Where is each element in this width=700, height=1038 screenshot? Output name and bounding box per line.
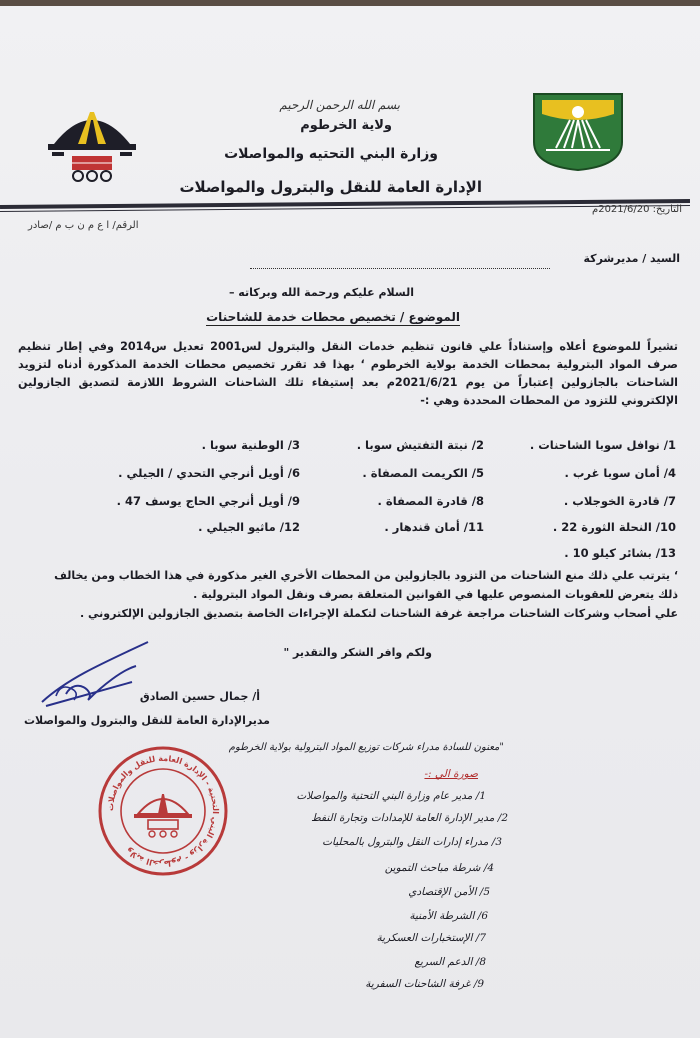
notice-line: ‘ يترتب علي ذلك منع الشاحنات من التزود بالجازولين من المحطات الأخري الغير مذكورة في هذا الخطاب ومن يخالف (54, 569, 678, 582)
station-item: 11/ أمان قندهار . (384, 520, 484, 534)
station-item: 3/ الوطنية سوبا . (201, 438, 300, 452)
copy-to-title: صورة الي :- (424, 768, 478, 780)
basmala: بسم الله الرحمن الرحيم (279, 98, 400, 112)
state-name: ولاية الخرطوم (300, 118, 392, 133)
signer-name: أ/ جمال حسين الصادق (139, 690, 260, 703)
copy-to-item: 4/ شرطة مباحث التموين (384, 862, 494, 874)
official-stamp-icon (96, 744, 230, 878)
subject-line: الموضوع / تخصيص محطات خدمة للشاحنات (206, 310, 460, 324)
notice-block (18, 566, 678, 623)
body-paragraph: تشيراً للموضوع أعلاه وإستناداً علي قانون تنظيم خدمات النقل والبترول لس2001 تعديل س2014 وفي إطار تنظيم صرف المواد البترولية بمحطات الخدمة بولاية الخرطوم ‘ بهذا قد تقرر تخصيص محطات الخدمة المذكورة أدناه لتزويد الشاحنات بالجازولين إعتباراً من يوم 2021/6/21م بعد إستيفاء تلك الشاحنات الشروط اللازمة لتصديق الجازولين الإلكتروني للتزود من المحطات المحددة وهي :- (18, 340, 678, 407)
station-item: 9/ أويل أنرجي الحاج يوسف 47 . (116, 494, 300, 508)
station-item: 10/ النحلة الثورة 22 . (552, 520, 676, 534)
copy-to-item: 5/ الأمن الإقتصادي (408, 886, 490, 898)
station-item: 8/ قادرة المصفاة . (377, 494, 484, 508)
copy-to-item: 8/ الدعم السريع (414, 956, 486, 968)
signer-title: مديرالإدارة العامة للنقل والبترول والمواصلات (24, 714, 270, 727)
copy-to-item: 3/ مدراء إدارات النقل والبترول بالمحليات (322, 836, 502, 848)
station-item: 1/ نوافل سوبا الشاحنات . (529, 438, 676, 452)
svg-text:ولاية الخرطوم - وزارة البني ال: ولاية الخرطوم - وزارة البني التحتية - الإدارة العامة للنقل والمواصلات (105, 753, 221, 869)
station-item: 13/ بشائر كيلو 10 . (564, 546, 676, 560)
transport-logo-icon (44, 104, 140, 186)
station-item: 6/ أويل أنرجي التحدي / الجيلي . (118, 466, 300, 480)
notice-line: ذلك يتعرض للعقوبات المنصوص عليها في القوانين المتعلقة بصرف ونقل المواد البترولية . (193, 588, 678, 601)
ministry-name: وزارة البني التحتيه والمواصلات (224, 146, 438, 162)
notice-line: علي أصحاب وشركات الشاحنات مراجعة غرفة الشاحنات لتكملة الإجراءات الخاصة بتصديق الجازولين الإلكتروني . (80, 607, 678, 620)
station-item: 5/ الكريمت المصفاة . (362, 466, 484, 480)
department-name: الإدارة العامة للنقل والبترول والمواصلات (179, 178, 482, 196)
letter-reference: الرقم/ ا ع م ن ب م /صادر (28, 220, 139, 231)
closing-thanks: ولكم وافر الشكر والتقدير " (283, 646, 432, 659)
signature-icon (36, 636, 156, 712)
greeting: السلام عليكم ورحمة الله وبركاته – (228, 286, 414, 299)
copy-to-item: 7/ الإستخبارات العسكرية (376, 932, 486, 944)
copy-to-item: 1/ مدير عام وزارة البني التحتية والمواصلات (296, 790, 486, 802)
addressees-line: "معنون للسادة مدراء شركات توزيع المواد البترولية بولاية الخرطوم (228, 742, 504, 753)
station-item: 4/ أمان سوبا غرب . (564, 466, 676, 480)
copy-to-item: 6/ الشرطة الأمنية (409, 910, 488, 922)
letter-date: التاريخ: 2021/6/20م (592, 204, 682, 215)
addressee: السيد / مديرشركة (583, 252, 680, 265)
station-item: 12/ ماثيو الجيلي . (198, 520, 300, 534)
station-item: 7/ قادرة الخوجلاب . (563, 494, 676, 508)
khartoum-state-emblem-icon (530, 90, 626, 172)
copy-to-item: 9/ غرفة الشاحنات السفرية (365, 978, 484, 990)
copy-to-item: 2/ مدير الإدارة العامة للإمدادات وتجارة النفط (311, 812, 508, 824)
addressee-dotted-line (250, 268, 550, 269)
station-item: 2/ نبتة التفتيش سوبا . (356, 438, 484, 452)
letter-page (0, 6, 700, 1038)
